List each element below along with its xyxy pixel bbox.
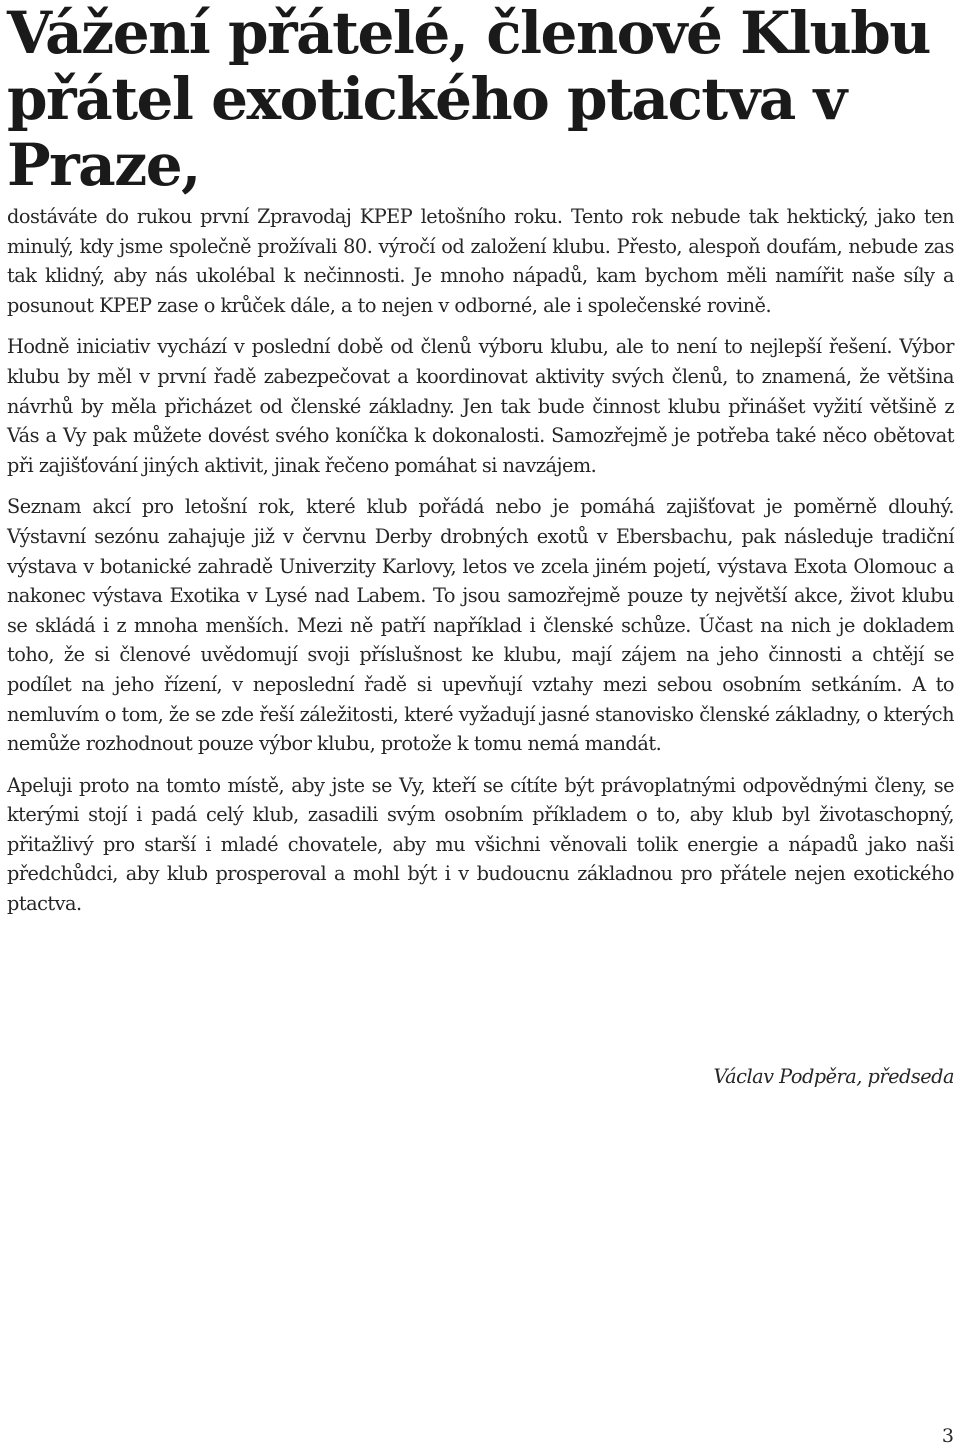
paragraph: Apeluji proto na tomto místě, aby jste se Vy, kteří se cítíte být právoplatnými odpovědnými členy, se kterými stojí i padá celý klub, zasadili svým osobním příkladem o to, aby klub byl životaschopný, přitažlivý pro starší i mladé chovatele, aby mu všichni věnovali tolik energie a nápadů jako naši předchůdci, aby klub prosperoval a mohl být i v budoucnu základnou pro přátele nejen exotického ptactva.: [7, 773, 954, 916]
paragraph: Seznam akcí pro letošní rok, které klub pořádá nebo je pomáhá zajišťovat je poměrně dlouhý. Výstavní sezónu zahajuje již v červnu Derby drobných exotů v Ebersbachu, pak následuje tradiční výstava v botanické zahradě Univerzity Karlovy, letos ve zcela jiném pojetí, výstava Exota Olomouc a nakonec výstava Exotika v Lysé nad Labem. To jsou samozřejmě pouze ty největší akce, život klubu se skládá i z mnoha menších. Mezi ně patří například i členské schůze. Účast na nich je dokladem toho, že si členové uvědomují svoji příslušnost ke klubu, mají zájem na jeho činnosti a chtějí se podílet na jeho řízení, v neposlední řadě si upevňují vztahy mezi sebou osobním setkáním. A to nemluvím o tom, že se zde řeší záležitosti, které vyžadují jasné stanovisko členské základny, o kterých nemůže rozhodnout pouze výbor klubu, protože k tomu nemá mandát.: [7, 495, 954, 756]
paragraph: dostáváte do rukou první Zpravodaj KPEP letošního roku. Tento rok nebude tak hektický, jako ten minulý, kdy jsme společně prožívali 80. výročí od založení klubu. Přesto, alespoň doufám, nebude zas tak klidný, aby nás ukolébal k nečinnosti. Je mnoho nápadů, kam bychom měli namířit naše síly a posunout KPEP zase o krůček dále, a to nejen v odborné, ale i společenské rovině.: [7, 205, 954, 317]
page-number: 3: [941, 1425, 954, 1447]
paragraph: Hodně iniciativ vychází v poslední době od členů výboru klubu, ale to není to nejlepší řešení. Výbor klubu by měl v první řadě zabezpečovat a koordinovat aktivity svých členů, to znamená, že většina návrhů by měla přicházet od členské základny. Jen tak bude činnost klubu přinášet vyžití většině z Vás a Vy pak můžete dovést svého koníčka k dokonalosti. Samozřejmě je potřeba také něco obětovat při zajišťování jiných aktivit, jinak řečeno pomáhat si navzájem.: [7, 335, 954, 477]
signature: Václav Podpěra, předseda: [713, 1065, 954, 1088]
article-body: [7, 202, 954, 931]
page-title: Vážení přátelé, členové Klubu přátel exotického ptactva v Praze,: [7, 0, 930, 199]
